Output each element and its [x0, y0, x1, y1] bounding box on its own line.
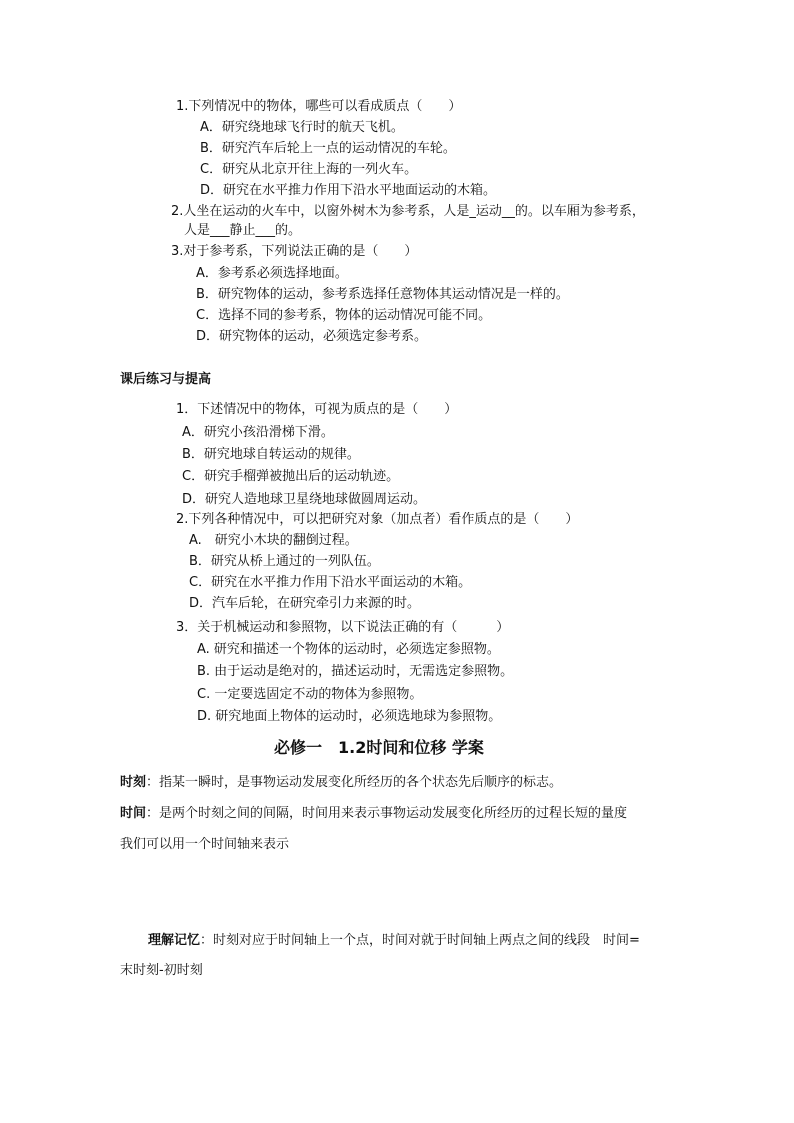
time-definition	[120, 805, 627, 823]
question-2-answer-2: ___静止___	[210, 223, 276, 238]
question-3-option-a: A．参考系必须选择地面。	[196, 266, 348, 281]
time-text: ：是两个时刻之间的间隔，时间用来表示事物运动发展变化所经历的过程长短的量度	[146, 806, 628, 821]
exercise-2-stem: 2.下列各种情况中，可以把研究对象（加点者）看作质点的是（ ）	[176, 512, 579, 527]
question-2-line-1	[171, 203, 645, 221]
question-3-stem: 3.对于参考系，下列说法正确的是（ ）	[171, 244, 418, 259]
question-3-option-c: C．选择不同的参考系，物体的运动情况可能不同。	[196, 308, 492, 323]
question-1-stem: 1.下列情况中的物体，哪些可以看成质点（ ）	[176, 99, 462, 114]
memory-note	[148, 932, 640, 950]
exercise-3-option-c: C. 一定要选固定不动的物体为参照物。	[197, 687, 423, 702]
moment-label: 时刻	[120, 775, 147, 790]
exercise-2-option-b: B．研究从桥上通过的一列队伍。	[189, 554, 380, 569]
question-2-text-a: 2.人坐在运动的火车中，以窗外树木为参考系，人是	[171, 204, 470, 219]
memory-note-continued: 末时刻-初时刻	[120, 963, 203, 978]
question-1-option-b: B．研究汽车后轮上一点的运动情况的车轮。	[200, 141, 456, 156]
moment-definition	[120, 774, 562, 792]
question-3-option-b: B．研究物体的运动，参考系选择任意物体其运动情况是一样的。	[196, 287, 569, 302]
question-2-text-d: 的。	[275, 223, 302, 238]
lesson-title: 必修一 1.2时间和位移 学案	[274, 738, 484, 757]
exercise-2-option-a: A. 研究小木块的翻倒过程。	[189, 533, 358, 548]
question-1-option-d: D．研究在水平推力作用下沿水平地面运动的木箱。	[200, 183, 497, 198]
memory-text: ：时刻对应于时间轴上一个点，时间对就于时间轴上两点之间的线段 时间=	[200, 933, 640, 948]
exercise-1-option-d: D．研究人造地球卫星绕地球做圆周运动。	[182, 492, 427, 507]
exercise-1-option-c: C．研究手榴弹被抛出后的运动轨迹。	[182, 469, 400, 484]
time-axis-note: 我们可以用一个时间轴来表示	[120, 837, 290, 852]
exercise-3-option-d: D. 研究地面上物体的运动时，必须选地球为参照物。	[197, 709, 502, 724]
question-2-answer-1: _运动__	[469, 204, 515, 219]
question-1-option-a: A．研究绕地球飞行时的航天飞机。	[200, 120, 404, 135]
moment-text: ：指某一瞬时，是事物运动发展变化所经历的各个状态先后顺序的标志。	[146, 775, 563, 790]
question-3-option-d: D．研究物体的运动，必须选定参考系。	[196, 329, 428, 344]
exercise-1-option-b: B．研究地球自转运动的规律。	[182, 447, 360, 462]
exercise-3-stem: 3．关于机械运动和参照物，以下说法正确的有（ ）	[176, 620, 510, 635]
exercise-1-stem: 1．下述情况中的物体，可视为质点的是（ ）	[176, 402, 458, 417]
exercise-2-option-d: D．汽车后轮，在研究牵引力来源的时。	[189, 596, 421, 611]
memory-label: 理解记忆	[148, 933, 201, 948]
exercise-heading: 课后练习与提高	[120, 372, 212, 387]
question-2-text-b: 的。以车厢为参考系，	[514, 204, 645, 219]
exercise-1-option-a: A．研究小孩沿滑梯下滑。	[182, 425, 334, 440]
exercise-2-option-c: C．研究在水平推力作用下沿水平面运动的木箱。	[189, 575, 472, 590]
exercise-3-option-a: A. 研究和描述一个物体的运动时，必须选定参照物。	[197, 642, 500, 657]
question-1-option-c: C．研究从北京开往上海的一列火车。	[200, 162, 418, 177]
question-2-text-c: 人是	[184, 223, 211, 238]
question-2-line-2	[184, 222, 301, 240]
exercise-3-option-b: B. 由于运动是绝对的，描述运动时，无需选定参照物。	[197, 664, 514, 679]
time-label: 时间	[120, 806, 147, 821]
